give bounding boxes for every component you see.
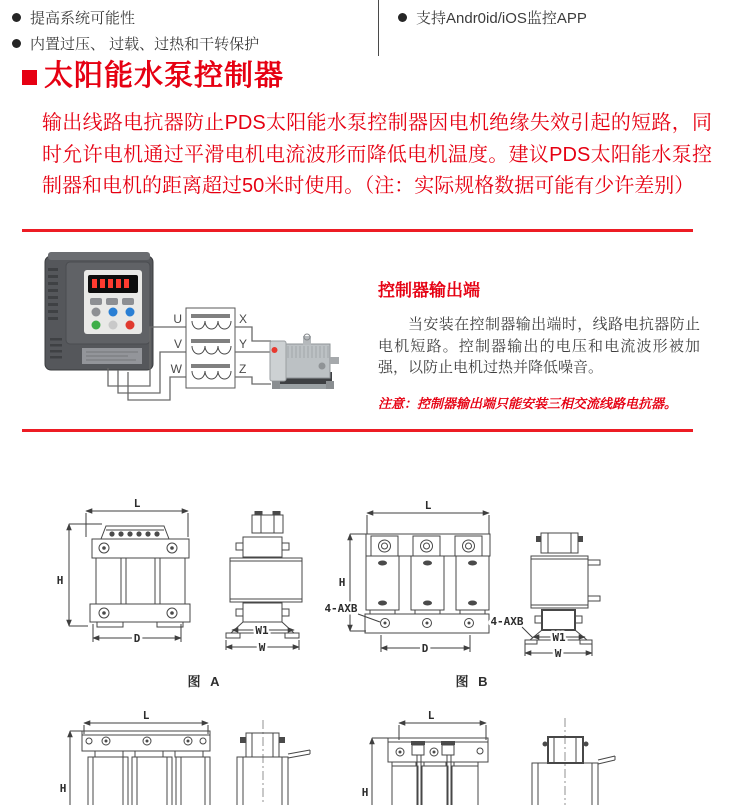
dim-label-w: W bbox=[554, 647, 562, 660]
dim-label-h: H bbox=[56, 574, 64, 587]
dim-label-d: D bbox=[421, 642, 429, 655]
feature-item bbox=[12, 30, 259, 56]
terminal-label-z: Z bbox=[239, 362, 247, 376]
dim-label-l: L bbox=[427, 709, 435, 722]
dim-label-l: L bbox=[424, 499, 432, 512]
figure-c-front-view bbox=[60, 709, 210, 805]
red-rule-top bbox=[22, 229, 693, 232]
feature-item bbox=[12, 4, 259, 30]
figure-a-caption: 图 A bbox=[187, 674, 223, 689]
section-title: 太阳能水泵控制器 bbox=[44, 60, 285, 92]
section-heading bbox=[22, 56, 284, 96]
output-heading: 控制器输出端 bbox=[378, 281, 480, 300]
bullet-icon bbox=[12, 39, 21, 48]
feature-item bbox=[398, 4, 587, 30]
bullet-icon bbox=[12, 13, 21, 22]
dim-label-w: W bbox=[258, 641, 266, 654]
terminal-label-x: X bbox=[239, 312, 248, 326]
hole-callout-label: 4-AXB bbox=[490, 615, 524, 628]
intro-paragraph: 输出线路电抗器防止PDS太阳能水泵控制器因电机绝缘失效引起的短路，同时允许电机通过平滑电机电流波形而降低电机温度。建议PDS太阳能水泵控制器和电机的距离超过50米时使用。（注：实际规格数据可能有少许差别） bbox=[42, 112, 712, 197]
dim-label-h: H bbox=[338, 576, 346, 589]
dim-label-l: L bbox=[142, 709, 150, 722]
figure-a-side-view bbox=[226, 511, 302, 654]
dim-label-d: D bbox=[133, 632, 141, 645]
feature-label: 支持Andr0id/iOS监控APP bbox=[416, 9, 587, 27]
feature-label: 内置过压、 过载、过热和干转保护 bbox=[30, 35, 260, 53]
dim-label-w1: W1 bbox=[255, 624, 269, 637]
figure-b-caption: 图 B bbox=[455, 674, 491, 689]
motor-photo bbox=[270, 334, 339, 389]
column-divider bbox=[378, 0, 379, 56]
feature-column-left bbox=[12, 4, 259, 56]
dim-label-h: H bbox=[59, 782, 67, 795]
dimension-drawings bbox=[0, 480, 750, 805]
hole-callout-label: 4-AXB bbox=[324, 602, 358, 615]
dim-label-l: L bbox=[133, 497, 141, 510]
controller-output-section bbox=[378, 280, 700, 412]
figure-c-side-view bbox=[237, 720, 310, 805]
red-square-bullet-icon bbox=[22, 70, 37, 85]
wiring-diagram bbox=[0, 240, 380, 435]
terminal-label-w: W bbox=[170, 362, 182, 376]
figure-b-side-view bbox=[490, 533, 600, 660]
output-body: 当安装在控制器输出端时，线路电抗器防止电机短路。控制器输出的电压和电流波形被加强，以防止电机过热并降低噪音。 bbox=[378, 316, 700, 376]
figure-d-side-view bbox=[532, 718, 615, 805]
figure-b-front-view bbox=[324, 499, 490, 655]
output-note: 注意：控制器输出端只能安装三相交流线路电抗器。 bbox=[378, 395, 678, 411]
dim-label-h: H bbox=[361, 786, 369, 799]
terminal-label-u: U bbox=[173, 312, 182, 326]
terminal-label-v: V bbox=[173, 337, 182, 351]
red-rule-bottom bbox=[22, 429, 693, 432]
bullet-icon bbox=[398, 13, 407, 22]
line-reactor-symbol bbox=[186, 308, 235, 388]
feature-label: 提高系统可能性 bbox=[30, 9, 136, 27]
figure-d-front-view bbox=[362, 709, 488, 805]
figure-a-front-view bbox=[57, 497, 190, 645]
inverter-photo bbox=[45, 252, 153, 370]
terminal-label-y: Y bbox=[239, 337, 248, 351]
dim-label-w1: W1 bbox=[552, 631, 566, 644]
feature-column-right bbox=[398, 4, 587, 30]
feature-list bbox=[0, 0, 750, 56]
